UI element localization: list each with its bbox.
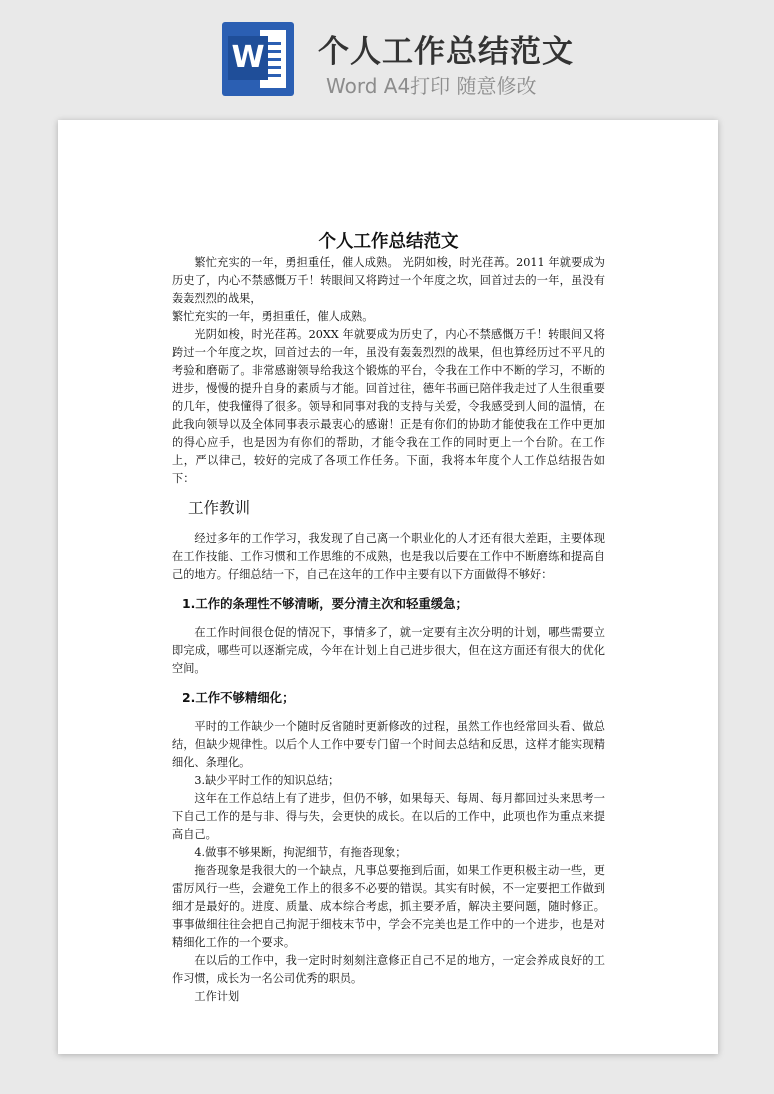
paragraph: 经过多年的工作学习，我发现了自己离一个职业化的人才还有很大差距，主要体现在工作技能、工作习惯和工作思维的不成熟，也是我以后要在工作中不断磨练和提高自己的地方。仔细总结一下，自己在这年的工作中主要有以下方面做得不够好： <box>172 532 605 581</box>
document-page <box>58 120 718 1054</box>
document-content <box>172 230 605 1006</box>
paragraph: 繁忙充实的一年，勇担重任，催人成熟。 <box>172 310 374 323</box>
document-title: 个人工作总结范文 <box>318 232 459 252</box>
paragraph: 这年在工作总结上有了进步，但仍不够，如果每天、每周、每月都回过头来思考一下自己工作的是与非、得与失，会更快的成长。在以后的工作中，此项也作为重点来提高自己。 <box>172 792 605 841</box>
paragraph: 繁忙充实的一年，勇担重任，催人成熟。 光阴如梭，时光荏苒。2011 年就要成为历史了，内心不禁感慨万千！转眼间又将跨过一个年度之坎，回首过去的一年，虽没有轰轰烈烈的战果， <box>172 256 605 305</box>
word-letter: W <box>228 36 268 80</box>
paragraph: 在以后的工作中，我一定时时刻刻注意修正自己不足的地方，一定会养成良好的工作习惯，成长为一名公司优秀的职员。 <box>172 954 605 985</box>
header-banner <box>0 0 774 118</box>
section-heading: 工作教训 <box>188 499 251 517</box>
paragraph-heading: 4.做事不够果断，拘泥细节，有拖沓现象； <box>194 846 407 859</box>
paragraph: 在工作时间很仓促的情况下，事情多了，就一定要有主次分明的计划，哪些需要立即完成，哪些可以逐渐完成，今年在计划上自己进步很大，但在这方面还有很大的优化空间。 <box>172 626 605 675</box>
paragraph: 拖沓现象是我很大的一个缺点，凡事总要拖到后面，如果工作更积极主动一些，更雷厉风行一些，会避免工作上的很多不必要的错误。其实有时候，不一定要把工作做到细才是最好的。进度、质量、成本综合考虑，抓主要矛盾，解决主要问题，随时修正。事事做细往往会把自己拘泥于细枝末节中，学会不完美也是工作中的一个进步，也是对精细化工作的一个要求。 <box>172 864 605 949</box>
paragraph: 工作计划 <box>194 990 240 1003</box>
paragraph: 光阴如梭，时光荏苒。20XX 年就要成为历史了，内心不禁感慨万千！转眼间又将跨过一个年度之坎，回首过去的一年，虽没有轰轰烈烈的战果，但也算经历过不平凡的考验和磨砺了。非常感谢领导给我这个锻炼的平台，令我在工作中不断的学习，不断的进步，慢慢的提升自身的素质与才能。回首过往，德年书画已陪伴我走过了人生很重要的几年，使我懂得了很多。领导和同事对我的支持与关爱，令我感受到人间的温情，在此我向领导以及全体同事表示最衷心的感谢！正是有你们的协助才能使我在工作中更加的得心应手，也是因为有你们的帮助，才能令我在工作的同时更上一个台阶。在工作上，严以律己，较好的完成了各项工作任务。下面，我将本年度个人工作总结报告如下： <box>172 328 605 485</box>
paragraph-heading: 3.缺少平时工作的知识总结； <box>194 774 340 787</box>
banner-subtitle: Word A4打印 随意修改 <box>326 74 537 98</box>
word-document-icon <box>222 22 294 96</box>
paragraph: 平时的工作缺少一个随时反省随时更新修改的过程，虽然工作也经常回头看、做总结，但缺少规律性。以后个人工作中要专门留一个时间去总结和反思，这样才能实现精细化、条理化。 <box>172 720 605 769</box>
subheading: 2.工作不够精细化； <box>182 690 295 705</box>
subheading: 1.工作的条理性不够清晰，要分清主次和轻重缓急； <box>182 596 468 611</box>
banner-title: 个人工作总结范文 <box>318 34 574 70</box>
